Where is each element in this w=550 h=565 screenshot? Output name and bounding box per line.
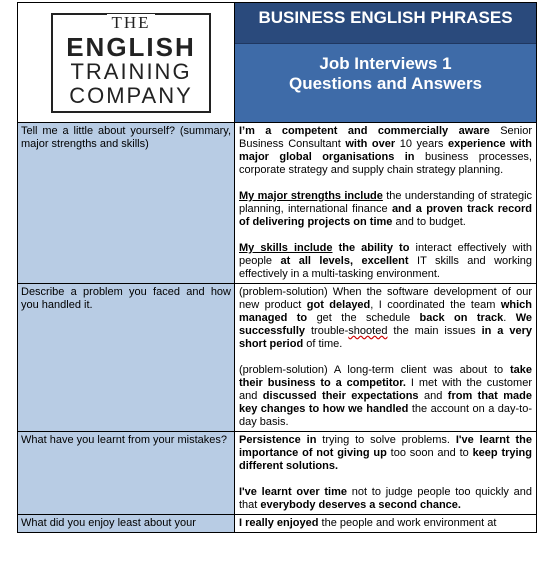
phrase-bold: back on track [419, 312, 504, 324]
phrase-bold: keep trying different solutions. [239, 447, 533, 472]
phrase-bold: and a proven track record of delivering projects on time [239, 203, 532, 228]
answer-text: (problem-solution) A long-term client was about to [239, 364, 510, 376]
answer-paragraph [239, 125, 532, 177]
answer-text: interact effectively with people [239, 242, 533, 267]
answer-text: IT skills and working effectively in a multi-tasking environment. [239, 255, 533, 280]
answer-paragraph [239, 434, 532, 473]
header-row [18, 3, 537, 123]
phrase-bold: We successfully [239, 312, 532, 337]
answer-text: (problem-solution) When the software development of our new product [239, 286, 532, 311]
answer-paragraph [239, 242, 532, 281]
answer-text: of time. [303, 338, 343, 350]
phrase-bold: from that made key changes to how we handled [239, 390, 533, 415]
answer-paragraph [239, 486, 532, 512]
answer-text: trouble- [305, 325, 349, 337]
logo-training: TRAINING [70, 59, 192, 84]
answer-text: and to budget. [392, 216, 466, 228]
phrase-bold: discussed their expectations [262, 390, 419, 402]
table-row [18, 515, 537, 533]
answer-text: . [503, 312, 516, 324]
phrase-bold: everybody deserves a second chance. [260, 499, 461, 511]
subtitle-line-2: Questions and Answers [288, 74, 483, 93]
question-cell: What did you enjoy least about your [18, 515, 235, 533]
answer-text: too soon and to [386, 447, 473, 459]
table-row [18, 284, 537, 432]
answer-paragraph [239, 286, 532, 351]
question-cell: What have you learnt from your mistakes? [18, 432, 235, 515]
phrase-bold: I've learnt over time [239, 486, 347, 498]
company-logo [51, 13, 211, 113]
answer-cell [235, 284, 537, 432]
answer-text: get the schedule [307, 312, 420, 324]
phrase-bold: My skills include [239, 242, 333, 254]
answer-cell [235, 515, 537, 533]
answer-cell [235, 123, 537, 284]
answer-text: trying to solve problems. [316, 434, 456, 446]
answer-text: , I coordinated the team [370, 299, 501, 311]
table-row [18, 123, 537, 284]
page-subtitle [235, 44, 536, 122]
phrase-bold: with over [345, 138, 396, 150]
title-cell [235, 3, 537, 123]
phrase-bold: experience with major global organisations in [239, 138, 532, 163]
answer-text: 10 years [395, 138, 448, 150]
answer-text: business processes, corporate strategy and supply chain strategy planning. [239, 151, 532, 176]
phrase-bold: Persistence in [239, 434, 317, 446]
answer-text: Senior Business Consultant [239, 125, 532, 150]
phrase-bold: I really enjoyed [239, 517, 319, 529]
question-cell: Describe a problem you faced and how you handled it. [18, 284, 235, 432]
phrase-table [17, 2, 537, 533]
phrase-bold: I’m a competent and commercially aware [239, 125, 490, 137]
phrase-bold: at all levels, excellent [280, 255, 409, 267]
page-title: BUSINESS ENGLISH PHRASES [235, 3, 536, 44]
answer-paragraph [239, 517, 532, 530]
logo-english: ENGLISH [66, 32, 196, 62]
phrase-bold: in a very short period [239, 325, 532, 350]
question-cell: Tell me a little about yourself? (summary, major strengths and skills) [18, 123, 235, 284]
logo-the: THE [107, 14, 154, 31]
logo-company: COMPANY [69, 83, 193, 108]
logo-cell [18, 3, 235, 123]
phrase-bold: the ability to [338, 242, 410, 254]
phrase-bold: I've learnt the importance of not giving up [239, 434, 532, 459]
spelling-flag: shooted [348, 325, 388, 337]
answer-text: the understanding of strategic planning, international finance [239, 190, 533, 215]
answer-cell [235, 432, 537, 515]
answer-text: not to judge people too quickly and that [239, 486, 532, 511]
subtitle-line-1: Job Interviews 1 [319, 54, 452, 73]
phrase-bold: which managed to [239, 299, 533, 324]
answer-text: I met with the customer and [239, 377, 532, 402]
answer-text: the main issues [387, 325, 482, 337]
table-row [18, 432, 537, 515]
answer-paragraph [239, 190, 532, 229]
answer-text: the people and work environment at [318, 517, 497, 529]
answer-text: the account on a day-to-day basis. [239, 403, 533, 428]
phrase-sheet [17, 2, 537, 533]
phrase-bold: got delayed [306, 299, 371, 311]
phrase-bold: take their business to a competitor. [239, 364, 532, 389]
answer-paragraph [239, 364, 532, 429]
phrase-bold: My major strengths include [239, 190, 383, 202]
answer-text: and [418, 390, 448, 402]
